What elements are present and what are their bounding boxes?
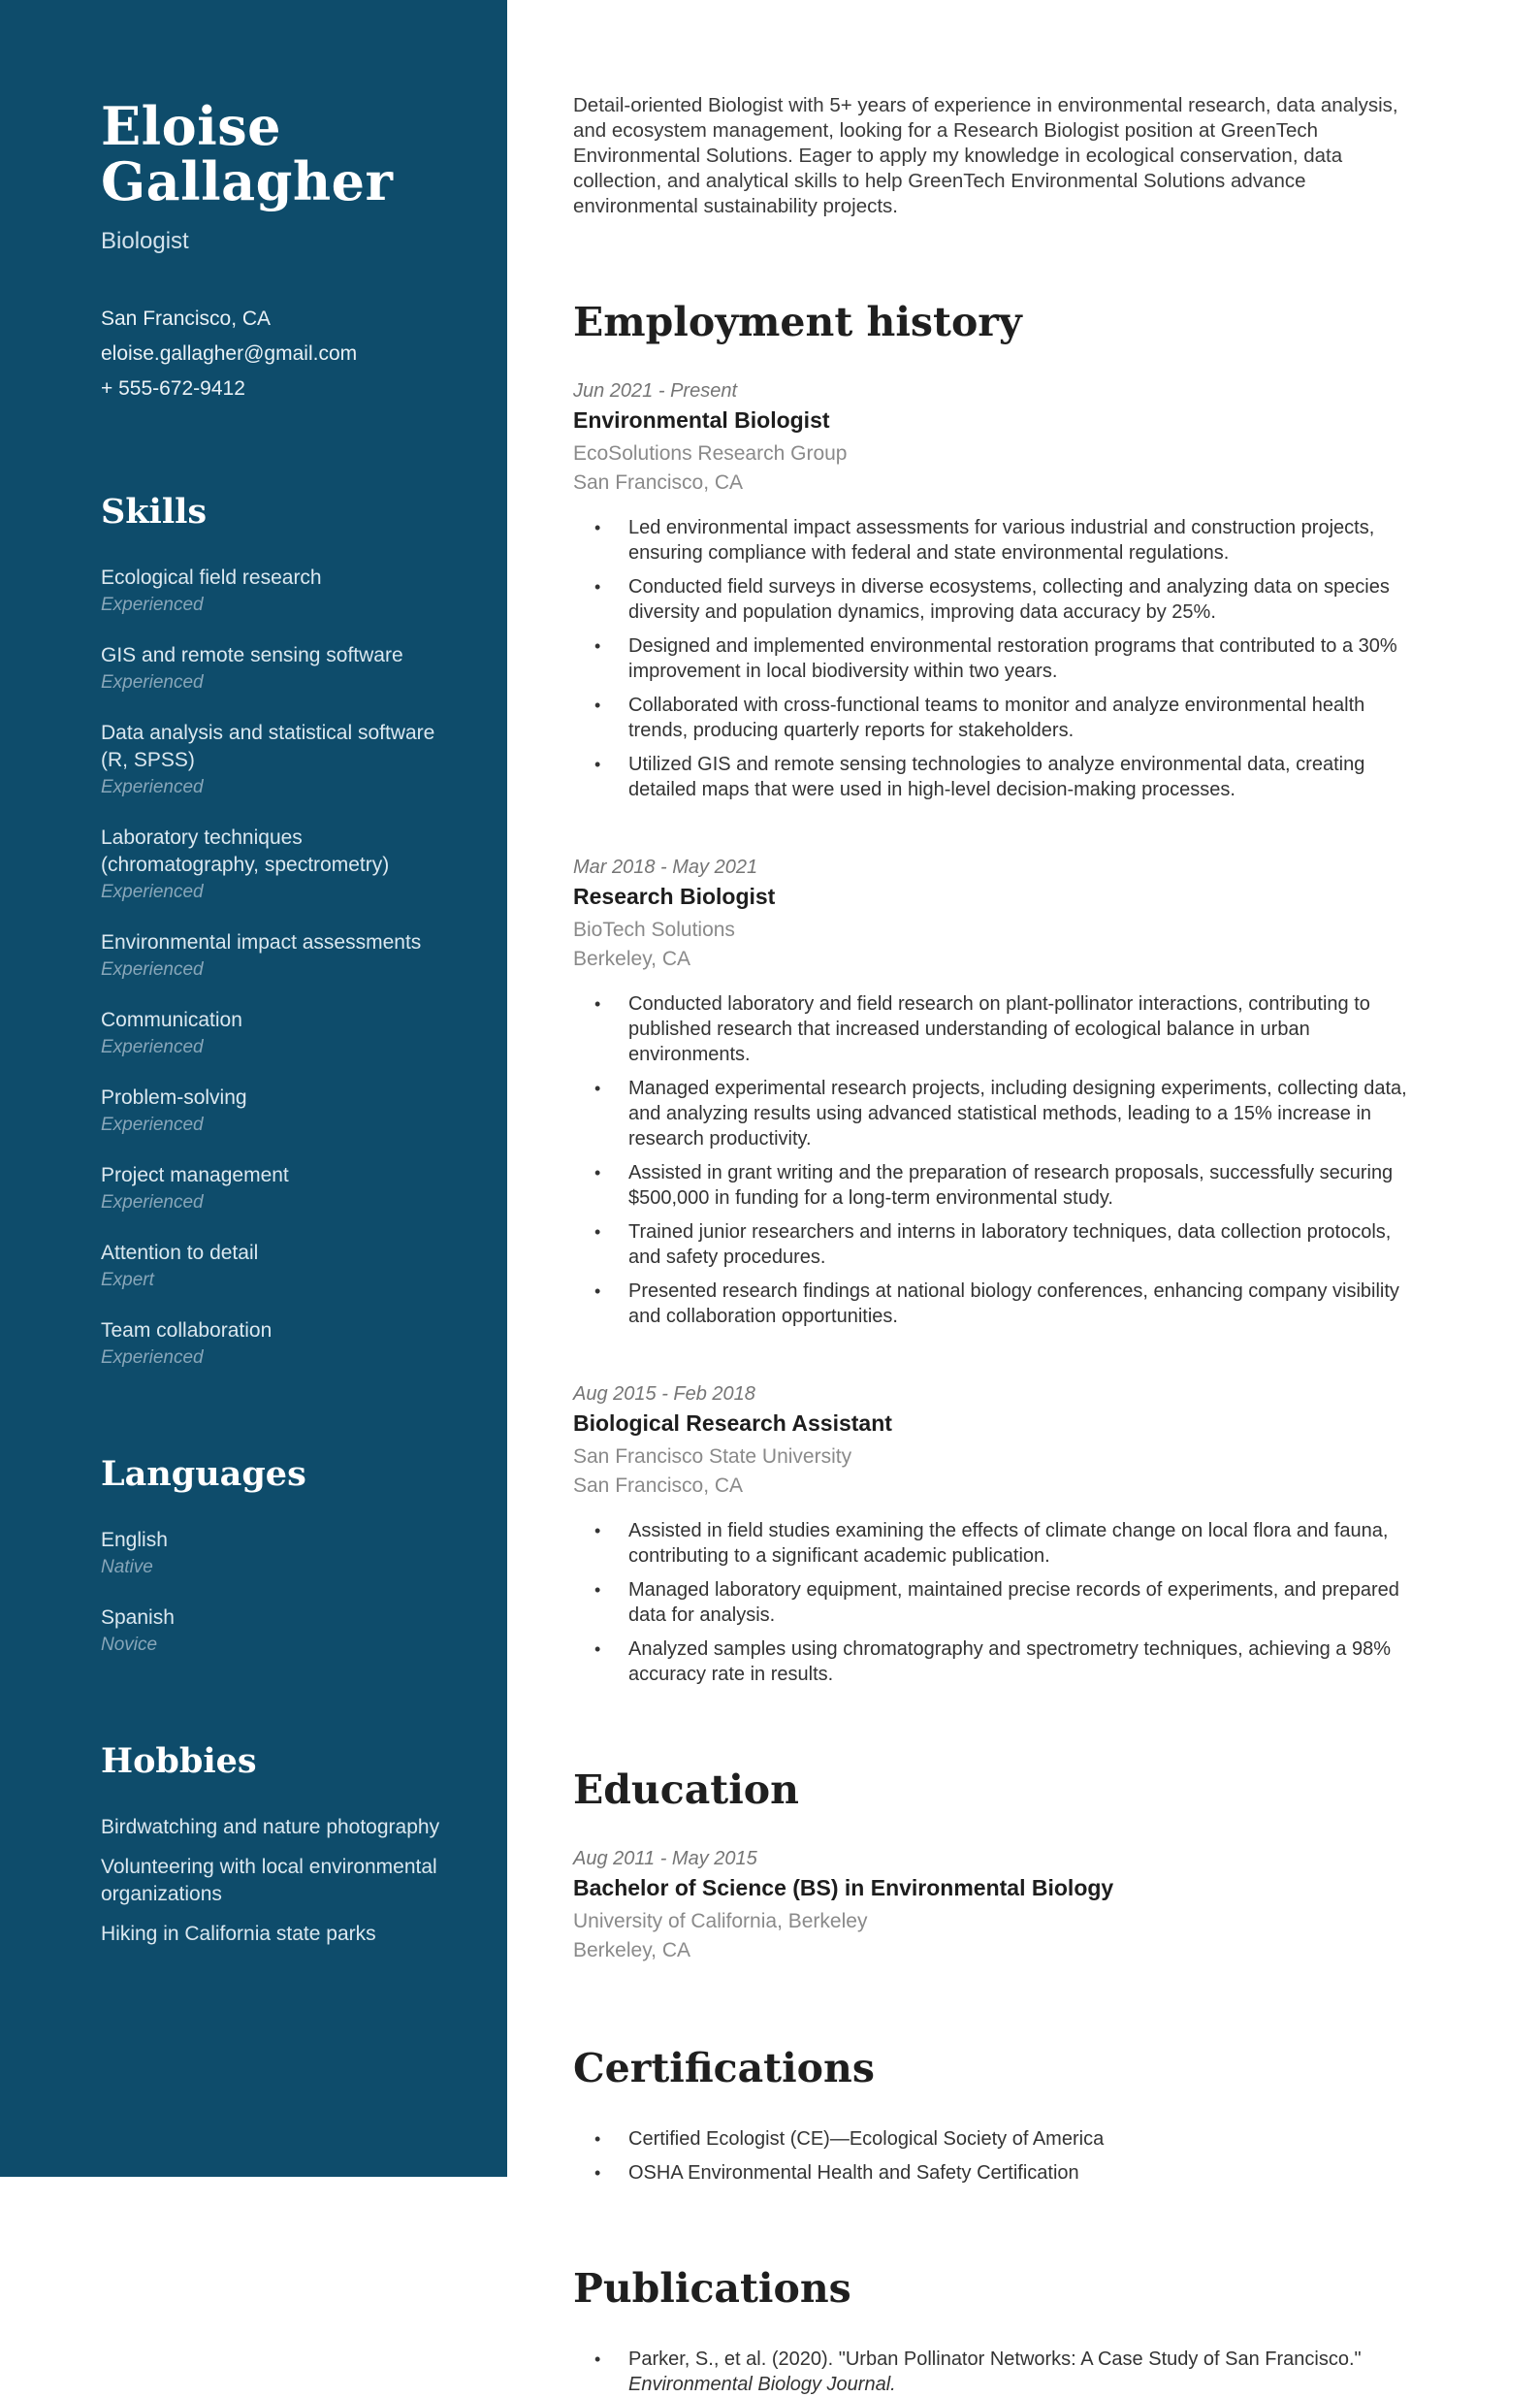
bullet-dot-icon: • — [594, 636, 601, 656]
bullet-text: Presented research findings at national biology conferences, enhancing company visibility and collaboration opportunities. — [628, 1280, 1399, 1327]
bullet-text: Assisted in field studies examining the effects of climate change on local flora and fauna, contributing to a significant academic publication. — [628, 1520, 1389, 1567]
job-entry — [573, 380, 1422, 802]
job-bullet — [573, 752, 1422, 802]
job-location: San Francisco, CA — [573, 1474, 744, 1497]
bullet-text: Utilized GIS and remote sensing technologies to analyze environmental data, creating detailed maps that were used in high-level decision-making processes. — [628, 754, 1365, 800]
skill-name: Environmental impact assessments — [101, 931, 422, 955]
job-company: BioTech Solutions — [573, 919, 735, 941]
job-bullet — [573, 515, 1422, 566]
bullet-dot-icon: • — [594, 1281, 601, 1301]
certifications-list — [573, 2126, 1422, 2186]
contact-location: San Francisco, CA — [101, 308, 272, 331]
bullet-dot-icon: • — [594, 577, 601, 597]
skill-item — [101, 720, 451, 798]
bullet-text: Collaborated with cross-functional teams to monitor and analyze environmental health trends, producing quarterly reports for stakeholders. — [628, 695, 1365, 741]
job-location: San Francisco, CA — [573, 471, 744, 494]
language-item — [101, 1527, 451, 1578]
skill-level: Experienced — [101, 672, 204, 694]
language-level: Novice — [101, 1635, 158, 1656]
bullet-dot-icon: • — [594, 518, 601, 537]
language-item — [101, 1604, 451, 1656]
sidebar — [0, 0, 507, 2177]
job-entry — [573, 857, 1422, 1329]
hobby-item: Birdwatching and nature photography — [101, 1816, 440, 1839]
job-bullet — [573, 1636, 1422, 1687]
language-level: Native — [101, 1557, 153, 1578]
job-bullets — [573, 515, 1422, 802]
job-dates: Jun 2021 - Present — [573, 380, 737, 402]
skill-level: Experienced — [101, 1347, 204, 1369]
job-bullet — [573, 1076, 1422, 1151]
bullet-dot-icon: • — [594, 755, 601, 774]
bullet-text: Designed and implemented environmental restoration programs that contributed to a 30% improvement in local biodiversity within two years. — [628, 635, 1397, 682]
job-role: Research Biologist — [573, 884, 776, 909]
job-bullets — [573, 1518, 1422, 1687]
skill-name: GIS and remote sensing software — [101, 644, 403, 667]
job-entry — [573, 1383, 1422, 1687]
language-name: English — [101, 1529, 168, 1552]
hobby-item: Hiking in California state parks — [101, 1923, 376, 1946]
education-location: Berkeley, CA — [573, 1939, 690, 1961]
job-location: Berkeley, CA — [573, 948, 690, 970]
job-dates: Aug 2015 - Feb 2018 — [573, 1383, 755, 1405]
job-bullet — [573, 1577, 1422, 1628]
bullet-dot-icon: • — [594, 2349, 601, 2369]
languages-list — [101, 1527, 451, 1656]
publication-text: Parker, S., et al. (2020). "Urban Pollinator Networks: A Case Study of San Francisco." — [628, 2348, 1362, 2370]
job-role: Environmental Biologist — [573, 407, 830, 433]
publications-heading: Publications — [573, 2265, 851, 2312]
person-job-title: Biologist — [101, 228, 189, 255]
bullet-text: Led environmental impact assessments for various industrial and construction projects, ensuring compliance with federal and state environmental regulations. — [628, 517, 1375, 564]
skill-item — [101, 929, 451, 981]
profile-summary: Detail-oriented Biologist with 5+ years of experience in environmental research, data analysis, and ecosystem management, looking for a Research Biologist position at GreenTech Environmental Solutions. Eager to apply my knowledge in ecological conservation, data collection, and analytical skills to help GreenTech Environmental Solutions advance environmental sustainability projects. — [573, 94, 1398, 217]
skill-name: Laboratory techniques (chromatography, spectrometry) — [101, 826, 390, 877]
contact-block — [101, 302, 451, 406]
certifications-heading: Certifications — [573, 2045, 875, 2091]
job-bullet — [573, 1160, 1422, 1211]
language-name: Spanish — [101, 1606, 175, 1630]
bullet-dot-icon: • — [594, 1580, 601, 1600]
skill-item — [101, 565, 451, 616]
certifications-section — [573, 2045, 1422, 2186]
bullet-text: Conducted field surveys in diverse ecosystems, collecting and analyzing data on species diversity and population dynamics, improving data accuracy by 25%. — [628, 576, 1390, 623]
skill-name: Team collaboration — [101, 1319, 273, 1343]
education-heading: Education — [573, 1766, 799, 1813]
job-dates: Mar 2018 - May 2021 — [573, 857, 758, 878]
job-company: San Francisco State University — [573, 1445, 852, 1468]
skill-level: Expert — [101, 1270, 154, 1291]
main-column — [507, 0, 1540, 2395]
bullet-dot-icon: • — [594, 1222, 601, 1242]
skill-level: Experienced — [101, 882, 204, 903]
bullet-dot-icon: • — [594, 1639, 601, 1659]
skill-name: Problem-solving — [101, 1086, 247, 1110]
employment-heading: Employment history — [573, 299, 1022, 345]
skill-name: Project management — [101, 1164, 289, 1187]
skill-item — [101, 1007, 451, 1058]
skill-item — [101, 1085, 451, 1136]
publications-list — [573, 2347, 1422, 2397]
skill-item — [101, 1240, 451, 1291]
job-company: EcoSolutions Research Group — [573, 442, 848, 465]
bullet-text: Trained junior researchers and interns in laboratory techniques, data collection protocols, and safety procedures. — [628, 1221, 1392, 1268]
contact-phone: + 555-672-9412 — [101, 377, 245, 401]
hobbies-heading: Hobbies — [101, 1741, 257, 1782]
skill-level: Experienced — [101, 959, 204, 981]
skill-name: Communication — [101, 1009, 242, 1032]
certification-item — [573, 2160, 1422, 2186]
skill-item — [101, 825, 451, 903]
bullet-dot-icon: • — [594, 2129, 601, 2149]
publications-section — [573, 2265, 1422, 2397]
education-dates: Aug 2011 - May 2015 — [573, 1848, 757, 1869]
publication-journal: Environmental Biology Journal. — [628, 2374, 896, 2395]
bullet-text: Managed laboratory equipment, maintained precise records of experiments, and prepared data for analysis. — [628, 1579, 1399, 1626]
employment-section — [573, 299, 1422, 1687]
education-section — [573, 1766, 1422, 1965]
contact-email: eloise.gallagher@gmail.com — [101, 342, 358, 366]
job-role: Biological Research Assistant — [573, 1410, 892, 1436]
certification-text: OSHA Environmental Health and Safety Certification — [628, 2162, 1079, 2184]
certification-text: Certified Ecologist (CE)—Ecological Society of America — [628, 2128, 1105, 2150]
skill-name: Ecological field research — [101, 567, 322, 590]
bullet-text: Assisted in grant writing and the preparation of research proposals, successfully securing $500,000 in funding for a long-term environmental study. — [628, 1162, 1394, 1209]
job-bullet — [573, 1279, 1422, 1329]
education-degree: Bachelor of Science (BS) in Environmental Biology — [573, 1875, 1114, 1900]
bullet-dot-icon: • — [594, 994, 601, 1014]
education-school: University of California, Berkeley — [573, 1910, 868, 1932]
person-name: Eloise Gallagher — [101, 95, 394, 212]
bullet-dot-icon: • — [594, 1521, 601, 1540]
bullet-dot-icon: • — [594, 1163, 601, 1182]
skills-heading: Skills — [101, 492, 208, 533]
bullet-text: Analyzed samples using chromatography and spectrometry techniques, achieving a 98% accuracy rate in results. — [628, 1638, 1391, 1685]
bullet-dot-icon: • — [594, 696, 601, 715]
skill-level: Experienced — [101, 777, 204, 798]
education-entry — [573, 1848, 1422, 1965]
hobby-item: Volunteering with local environmental organizations — [101, 1856, 437, 1906]
skill-item — [101, 1162, 451, 1214]
skill-level: Experienced — [101, 1037, 204, 1058]
skills-list — [101, 565, 451, 1369]
skill-item — [101, 1317, 451, 1369]
skill-item — [101, 642, 451, 694]
job-bullet — [573, 1219, 1422, 1270]
certification-item — [573, 2126, 1422, 2152]
job-bullet — [573, 693, 1422, 743]
skill-name: Data analysis and statistical software (R, SPSS) — [101, 722, 435, 772]
job-bullets — [573, 991, 1422, 1329]
bullet-dot-icon: • — [594, 2163, 601, 2183]
bullet-dot-icon: • — [594, 1079, 601, 1098]
job-bullet — [573, 574, 1422, 625]
publication-item — [573, 2347, 1422, 2397]
job-bullet — [573, 1518, 1422, 1569]
bullet-text: Conducted laboratory and field research on plant-pollinator interactions, contributing to published research that increased understanding of ecological balance in urban environments. — [628, 993, 1370, 1065]
skill-name: Attention to detail — [101, 1242, 259, 1265]
job-bullet — [573, 633, 1422, 684]
skill-level: Experienced — [101, 1192, 204, 1214]
job-bullet — [573, 991, 1422, 1067]
skill-level: Experienced — [101, 1115, 204, 1136]
skill-level: Experienced — [101, 595, 204, 616]
bullet-text: Managed experimental research projects, including designing experiments, collecting data, and analyzing results using advanced statistical methods, leading to a 15% increase in research productivity. — [628, 1078, 1407, 1150]
languages-heading: Languages — [101, 1454, 306, 1495]
hobbies-list — [101, 1814, 451, 1948]
